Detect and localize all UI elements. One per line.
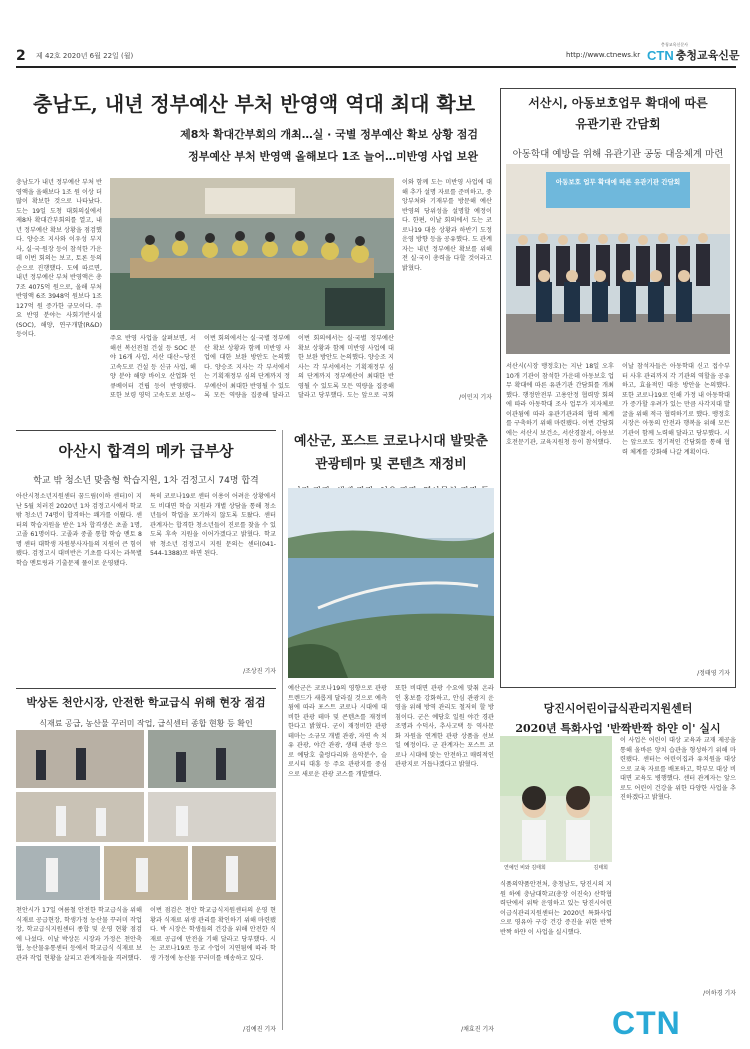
column-divider	[282, 430, 283, 1030]
dangjin-byline: /이하경 기자	[703, 990, 736, 997]
lead-col-3: 이번 회의에서는 실·국별 정부예산 확보 상황과 함께 미반영 사업에 대한 보완 방안도 논의했다. 양승조 지사는 각 부서에서는 기획재정부 심의 단계까지 정부예산이 최대한 반영될 수 있도록 모든 역량을 집중해 달라고	[204, 335, 290, 399]
lead-col-1: 충남도가 내년 정부예산 부처 반영액을 올해보다 1조 원 이상 더 많이 확보한 것으로 나타났다. 도는 19일 도청 대회의실에서 제8차 확대간부회의를 열고, 내년 정부예산 확보 상황을 점검했다. 양승조 지사와 이우성 부지사, 실·국·원장 등이 참석한 가운데 이번 회의는 보고, 토론 등의 순으로 진행했다. 도에 따르면, 내년 정부예산 부처 반영액은 총 7조 4075억 원으로, 올해 부처 반영액 6조 3948억 원보다 1조 127억 원 증가한 규모이다. 주요 반영 분야는 사회기반시설(SOC), 해양, 연구개발(R&D) 등이다.	[16, 179, 102, 338]
market-subhead: 식재료 공급, 농산물 꾸러미 작업, 급식센터 종합 현황 등 확인	[39, 719, 253, 728]
asan-col-1: 아산시청소년지원센터 꿈드림(이하 센터)이 지난 5월 치러진 2020년 1차 검정고시에서 학교 밖 청소년 74명이 합격하는 쾌거를 이뤘다. 센터의 학습지원을 받은 1차 합격생은 초졸 1명, 고졸 61명이다. 고졸과 중졸 통합 학습 멘토 8명 센터 대학생 자원봉사자들의 지원이 큰 힘이 됐다. 검정고시 대비반은 기초를 다지는 과목별 학습 멘토링과 기출문제 풀이로 운영됐다.	[16, 493, 142, 567]
childcare-subhead: 아동학대 예방을 위해 유관기관 공동 대응체계 마련	[512, 149, 724, 160]
market-col-1: 천안시가 17일 여름철 안전한 학교급식을 위해 식재료 공급현장, 학생가정 농산물 꾸러미 작업장, 학교급식지원센터 종합 및 운영 현황 점검에 나섰다. 이날 박상돈 시장과 가정은 천안축협, 농산물유통센터 등에서 학교급식 식재료 보관과 작업 현황을 살피고 관계자들을 격려했다.	[16, 907, 142, 962]
dangjin-title-2[interactable]: 2020년 특화사업 '반짝반짝 하얀 이' 실시	[515, 722, 721, 735]
childcare-banner: 아동보호 업무 확대에 따른 유관기관 간담회	[555, 178, 681, 186]
dangjin-caption-right: 김태희	[593, 865, 608, 871]
masthead	[0, 0, 750, 68]
asan-byline: /조상진 기자	[243, 668, 276, 675]
asan-article	[16, 440, 276, 676]
footer-logo: CTN	[612, 1005, 681, 1041]
dangjin-article	[500, 700, 736, 1000]
market-top-rule	[16, 688, 276, 689]
asan-title[interactable]: 아산시 합격의 메카 급부상	[58, 442, 234, 460]
childcare-article	[506, 94, 730, 684]
market-title[interactable]: 박상돈 천안시장, 안전한 학교급식 위해 현장 점검	[26, 696, 266, 709]
dangjin-photo	[500, 736, 612, 876]
dangjin-col-1: 식품의약품안전처, 충청남도, 당진시의 지원 하에 충남대학교(총장 이진숙) 산학협력단에서 위탁 운영하고 있는 당진시어린이급식관리지원센터는 2020년 특화사업으로 영유아 구강 건강 증진을 위한 반짝반짝 하얀 이 사업을 실시했다.	[500, 881, 612, 936]
lead-article	[16, 88, 492, 408]
childcare-col-1: 서산시(시장 맹정호)는 지난 18일 오후 10개 기관이 참석한 가운데 아동보호 업무 확대에 따른 유관기관 간담회를 개최했다. 행정안전부 고용안정 협력망 회의에 따라 아동학대 조사 업무가 지자체로 이관됨에 따라 유관기관과의 협력 체계를 구축하기 위해 마련됐다. 이번 간담회에는 서산시 보건소, 서산경찰서, 아동보호전문기관, 교육지원청 등이 참석했다.	[506, 363, 614, 446]
yesan-col-1: 예산군은 코로나19의 영향으로 관광트렌드가 새롭게 달라질 것으로 예측됨에 따라 포스트 코로나 시대에 대비한 관광 테마 및 콘텐츠를 재정비한다고 밝혔다. 군이 재정비한 관광 테마는 소규모 개별 관광, 자연 속 치유 관광, 야간 관광, 생태 관광 등으로 예당호 출렁다리와 음악분수, 슬로시티 대흥 등 주요 관광지를 중심으로 새로운 관광 코스를 개발했다.	[288, 685, 387, 778]
lead-byline: /이민지 기자	[459, 394, 492, 401]
dangjin-caption-left: 연예인 비와 김태희	[504, 865, 546, 871]
page-number: 2	[16, 48, 26, 64]
header-rule	[16, 66, 736, 68]
meeting-photo	[110, 178, 394, 330]
lead-col-3b: 이번 회의에서는 실·국별 정부예산 확보 상황과 함께 미반영 사업에 대한 보완 방안도 논의했다. 양승조 지사는 각 부서에서는 기획재정부 심의 단계까지 정부예산이 최대한 반영될 수 있도록 모든 역량을 집중해 달라고 당부했다. 도는 앞으로 국회	[298, 335, 394, 399]
childcare-title-2[interactable]: 유관기관 간담회	[575, 117, 661, 131]
market-article	[16, 694, 276, 1034]
childcare-title-1[interactable]: 서산시, 아동보호업무 확대에 따른	[528, 96, 708, 110]
yesan-article	[288, 430, 494, 1034]
asan-subhead: 학교 밖 청소년 맞춤형 학습지원, 1차 검정고시 74명 합격	[33, 476, 259, 486]
logo-small-text: 충청교육신문사	[661, 42, 689, 47]
dangjin-col-2: 이 사업은 어린이 대상 교육과 교재 제공을 통해 올바른 양치 습관을 형성하기 위해 마련됐다. 센터는 어린이집과 유치원을 대상으로 교육 자료를 배포하고, 학부모 대상 비대면 교육도 병행했다. 센터 관계자는 앞으로도 어린이 건강을 위한 다양한 사업을 추진하겠다고 밝혔다.	[620, 737, 736, 801]
newspaper-logo[interactable]	[647, 42, 740, 64]
childcare-photo	[506, 164, 730, 354]
asan-col-2: 특히 코로나19로 센터 이용이 어려운 상황에서도 비대면 학습 지원과 개별 상담을 통해 청소년들이 학업을 포기하지 않도록 도왔다. 센터 관계자는 합격한 청소년들이 진로를 찾을 수 있도록 후속 지원을 이어가겠다고 밝혔다. 학교 밖 청소년 검정고시 지원 문의는 센터(041-544-1388)로 하면 된다.	[150, 493, 276, 557]
lead-subhead-1: 제8차 확대간부회의 개최…실 · 국별 정부예산 확보 상황 점검	[180, 128, 478, 141]
site-url[interactable]: http://www.ctnews.kr	[566, 51, 641, 59]
yesan-title-1[interactable]: 예산군, 포스트 코로나시대 발맞춘	[294, 434, 488, 449]
lead-col-2: 주요 반영 사업을 살펴보면, 서해선 복선전철 건설 등 SOC 분야 16개 사업, 서산 대산~당진 고속도로 건설 등 신규 사업, 해양 분야 해양 바이오 산업화 인큐베이터 건립 등이 반영됐다. 또한 보령 영덕 고속도로 보령~	[110, 335, 196, 399]
market-byline: /김예진 기자	[243, 1026, 276, 1033]
lead-subhead-2: 정부예산 부처 반영액 올해보다 1조 늘어…미반영 사업 보완	[188, 150, 478, 163]
market-col-2: 이번 점검은 천안 학교급식지원센터의 운영 현황과 식재료 위생 관리를 확인하기 위해 마련됐다. 박 시장은 학생들의 건강을 위해 안전한 식재료 공급에 만전을 기해 달라고 당부했다. 시는 코로나19로 등교 수업이 지연됨에 따라 학생 가정에 농산물 꾸러미를 배송하고 있다.	[150, 907, 276, 962]
market-photos	[16, 730, 276, 900]
lead-col-4: 이와 함께 도는 미반영 사업에 대해 추가 설명 자료를 준비하고, 중앙부처와 기재부를 방문해 예산 반영의 당위성을 설명할 예정이다. 한편, 이날 회의에서 도는 코로나19 대응 상황과 하반기 도정 운영 방향 등을 공유했다. 도 관계자는 내년 정부예산 확보를 위해 전 실·국이 총력을 다할 것이라고 밝혔다.	[402, 179, 492, 272]
asan-top-rule	[16, 430, 276, 431]
childcare-col-2: 이날 참석자들은 아동학대 신고 접수부터 사후 관리까지 각 기관의 역할을 공유하고, 효율적인 대응 방안을 논의했다. 또한 코로나19로 인해 가정 내 아동학대가 증가할 우려가 있는 만큼 사각지대 발굴을 위해 적극 협력하기로 했다. 맹정호 시장은 아동의 안전과 행복을 위해 모든 기관이 함께 노력해 달라고 당부했다. 시는 앞으로도 정기적인 간담회를 통해 협력 체계를 강화해 나갈 계획이다.	[622, 363, 730, 456]
yesan-byline: /채효진 기자	[461, 1026, 494, 1033]
childcare-byline: /정태영 기자	[697, 670, 730, 677]
dangjin-title-1[interactable]: 당진시어린이급식관리지원센터	[543, 702, 693, 715]
yesan-title-2[interactable]: 관광테마 및 콘텐츠 재정비	[315, 457, 467, 472]
yesan-col-2: 또한 비대면 관광 수요에 맞춰 온라인 홍보를 강화하고, 안심 관광지 운영을 위해 방역 관리도 철저히 할 방침이다. 군은 예당호 일원 야간 경관 조명과 수덕사, 추사고택 등 역사문화 자원을 연계한 관광 상품을 선보일 예정이다. 군 관계자는 포스트 코로나 시대에 맞는 안전하고 매력적인 관광지로 거듭나겠다고 밝혔다.	[395, 685, 494, 768]
issue-info: 제 42호 2020년 6월 22일 (월)	[36, 52, 134, 60]
logo-brand: CTN	[647, 47, 674, 63]
logo-name: 충청교육신문	[675, 49, 740, 62]
lake-photo	[288, 488, 494, 678]
lead-headline[interactable]: 충남도, 내년 정부예산 부처 반영액 역대 최대 확보	[32, 92, 476, 116]
